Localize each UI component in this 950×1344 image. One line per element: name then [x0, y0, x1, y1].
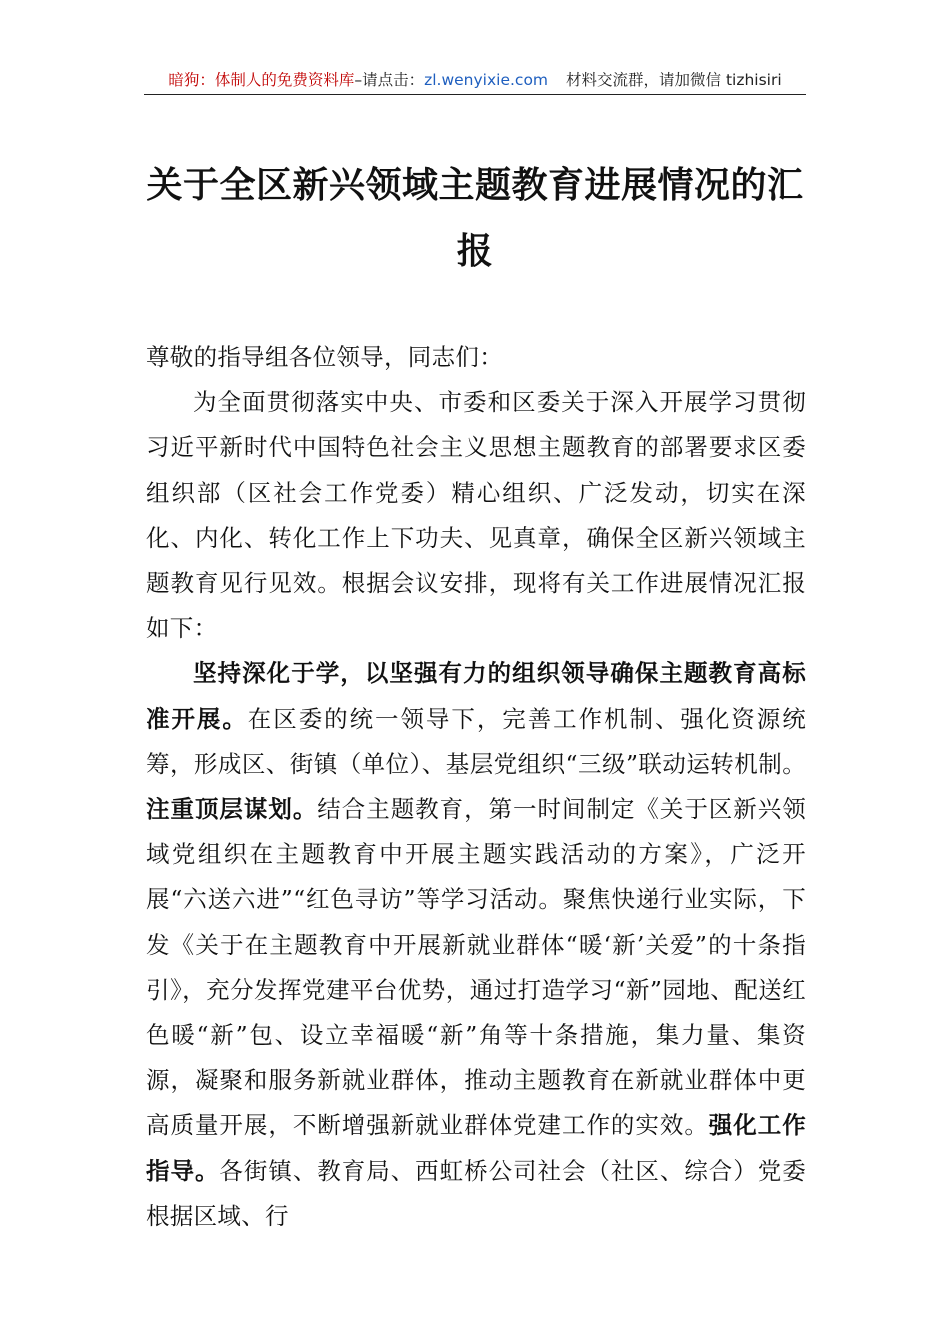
section-1-paragraph — [146, 651, 806, 1239]
header-prompt: –请点击： — [354, 71, 425, 89]
page-header — [144, 66, 806, 95]
title-line-2: 报 — [456, 230, 494, 272]
subheading-work-guidance: 强化工作指导。 — [146, 1111, 807, 1185]
document-body — [146, 335, 806, 1239]
intro-paragraph: 为全面贯彻落实中央、市委和区委关于深入开展学习贯彻习近平新时代中国特色社会主义思想主题教育的部署要求区委组织部（区社会工作党委）精心组织、广泛发动，切实在深化、内化、转化工作上下功夫、见真章，确保全区新兴领域主题教育见行见效。根据会议安排，现将有关工作进展情况汇报如下： — [146, 388, 806, 643]
header-contact: 材料交流群，请加微信 tizhisiri — [566, 71, 782, 89]
salutation: 尊敬的指导组各位领导，同志们： — [146, 343, 503, 371]
header-brand: 暗狗：体制人的免费资料库 — [168, 71, 355, 89]
section-1-text-2: 结合主题教育，第一时间制定《关于区新兴领域党组织在主题教育中开展主题实践活动的方案》，广泛开展“六送六进”“红色寻访”等学习活动。聚焦快递行业实际，下发《关于在主题教育中开展新就业群体“暖‘新’关爱”的十条指引》，充分发挥党建平台优势，通过打造学习“新”园地、配送红色暖“新”包、设立幸福暖“新”角等十条措施，集力量、集资源，凝聚和服务新就业群体，推动主题教育在新就业群体中更高质量开展，不断增强新就业群体党建工作的实效。 — [146, 795, 807, 1140]
section-1-text-1: 在区委的统一领导下，完善工作机制、强化资源统筹，形成区、街镇（单位）、基层党组织“三级”联动运转机制。 — [146, 704, 806, 778]
subheading-top-level-planning: 注重顶层谋划。 — [146, 795, 318, 824]
section-1-text-3: 各街镇、教育局、西虹桥公司社会（社区、综合）党委根据区域、行 — [146, 1156, 807, 1230]
header-url-link[interactable]: zl.wenyixie.com — [424, 71, 549, 89]
section-1-heading: 坚持深化于学，以坚强有力的组织领导确保主题教育高标准开展。 — [146, 659, 806, 733]
document-title — [140, 152, 810, 284]
title-line-1: 关于全区新兴领域主题教育进展情况的汇 — [146, 164, 804, 206]
